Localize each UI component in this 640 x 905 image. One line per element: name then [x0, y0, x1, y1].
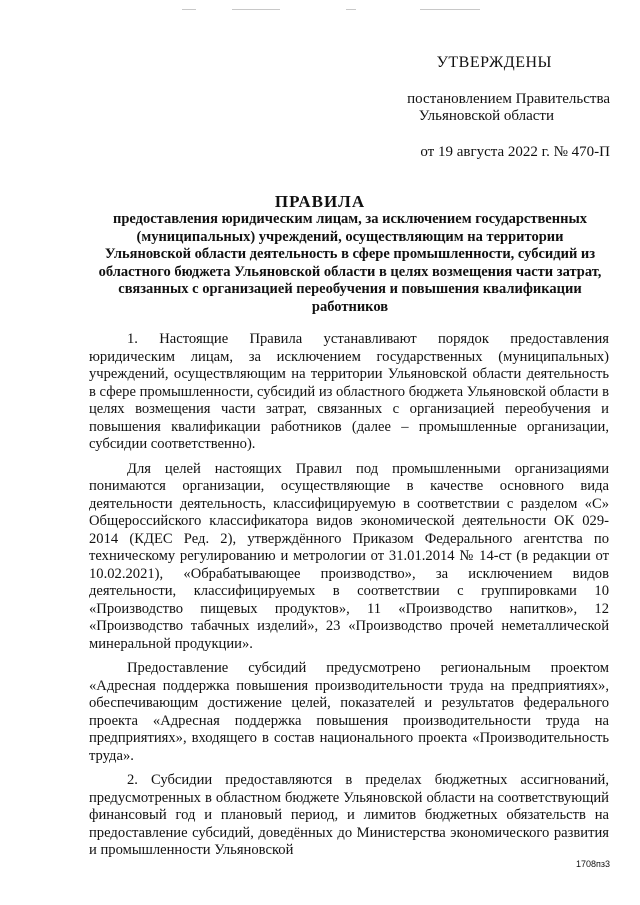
document-body [89, 331, 609, 867]
page-code: 1708пз3 [575, 859, 610, 869]
paragraph: Предоставление субсидий предусмотрено региональным проектом «Адресная поддержка повышения производительности труда на предприятиях», обеспечивающим достижение целей, показателей и результатов федерального проекта «Адресная поддержка повышения производительности труда на предприятиях», входящего в состав национального проекта «Производительность труда». [89, 660, 609, 764]
approval-heading: УТВЕРЖДЕНЫ [436, 54, 552, 71]
scan-artifact-line [420, 9, 480, 10]
scan-artifact-line [182, 9, 196, 10]
scan-artifact-line [232, 9, 280, 10]
paragraph: Для целей настоящих Правил под промышленными организациями понимаются организации, осуществляющие в качестве основного вида деятельности деятельность, классифицируемую в соответствии с разделом «С» Общероссийского классификатора видов экономической деятельности ОК 029-2014 (КДЕС Ред. 2), утверждённого Приказом Федерального агентства по техническому регулированию и метрологии от 31.01.2014 № 14-ст (в редакции от 10.02.2021), «Обрабатывающее производство», за исключением видов деятельности, классифицируемых в соответствии с группировками 10 «Производство пищевых продуктов», 11 «Производство напитков», 12 «Производство табачных изделий», 23 «Производство прочей неметаллической минеральной продукции». [89, 460, 609, 652]
scan-artifact-line [346, 9, 356, 10]
approval-line-2: Ульяновской области [418, 108, 554, 124]
approval-date-number: от 19 августа 2022 г. № 470-П [420, 144, 610, 160]
document-subtitle: предоставления юридическим лицам, за исключением государственных (муниципальных) учреждений, осуществляющим на территории Ульяновской области деятельность в сфере промышленности, субсидий из областного бюджета Ульяновской области в целях возмещения части затрат, связанных с организацией переобучения и повышения квалификации работников [98, 211, 602, 315]
paragraph: 1. Настоящие Правила устанавливают порядок предоставления юридическим лицам, за исключением государственных (муниципальных) учреждений, осуществляющим на территории Ульяновской области деятельность в сфере промышленности, субсидий из областного бюджета Ульяновской области в целях возмещения части затрат, связанных с организацией переобучения и повышения квалификации работников (далее – промышленные организации, субсидии соответственно). [89, 331, 609, 452]
paragraph: 2. Субсидии предоставляются в пределах бюджетных ассигнований, предусмотренных в областном бюджете Ульяновской области на соответствующий финансовый год и плановый период, и лимитов бюджетных обязательств на предоставление субсидий, доведённых до Министерства экономического развития и промышленности Ульяновской [89, 772, 609, 858]
approval-line-1: постановлением Правительства [407, 91, 610, 107]
document-title: ПРАВИЛА [274, 192, 366, 211]
